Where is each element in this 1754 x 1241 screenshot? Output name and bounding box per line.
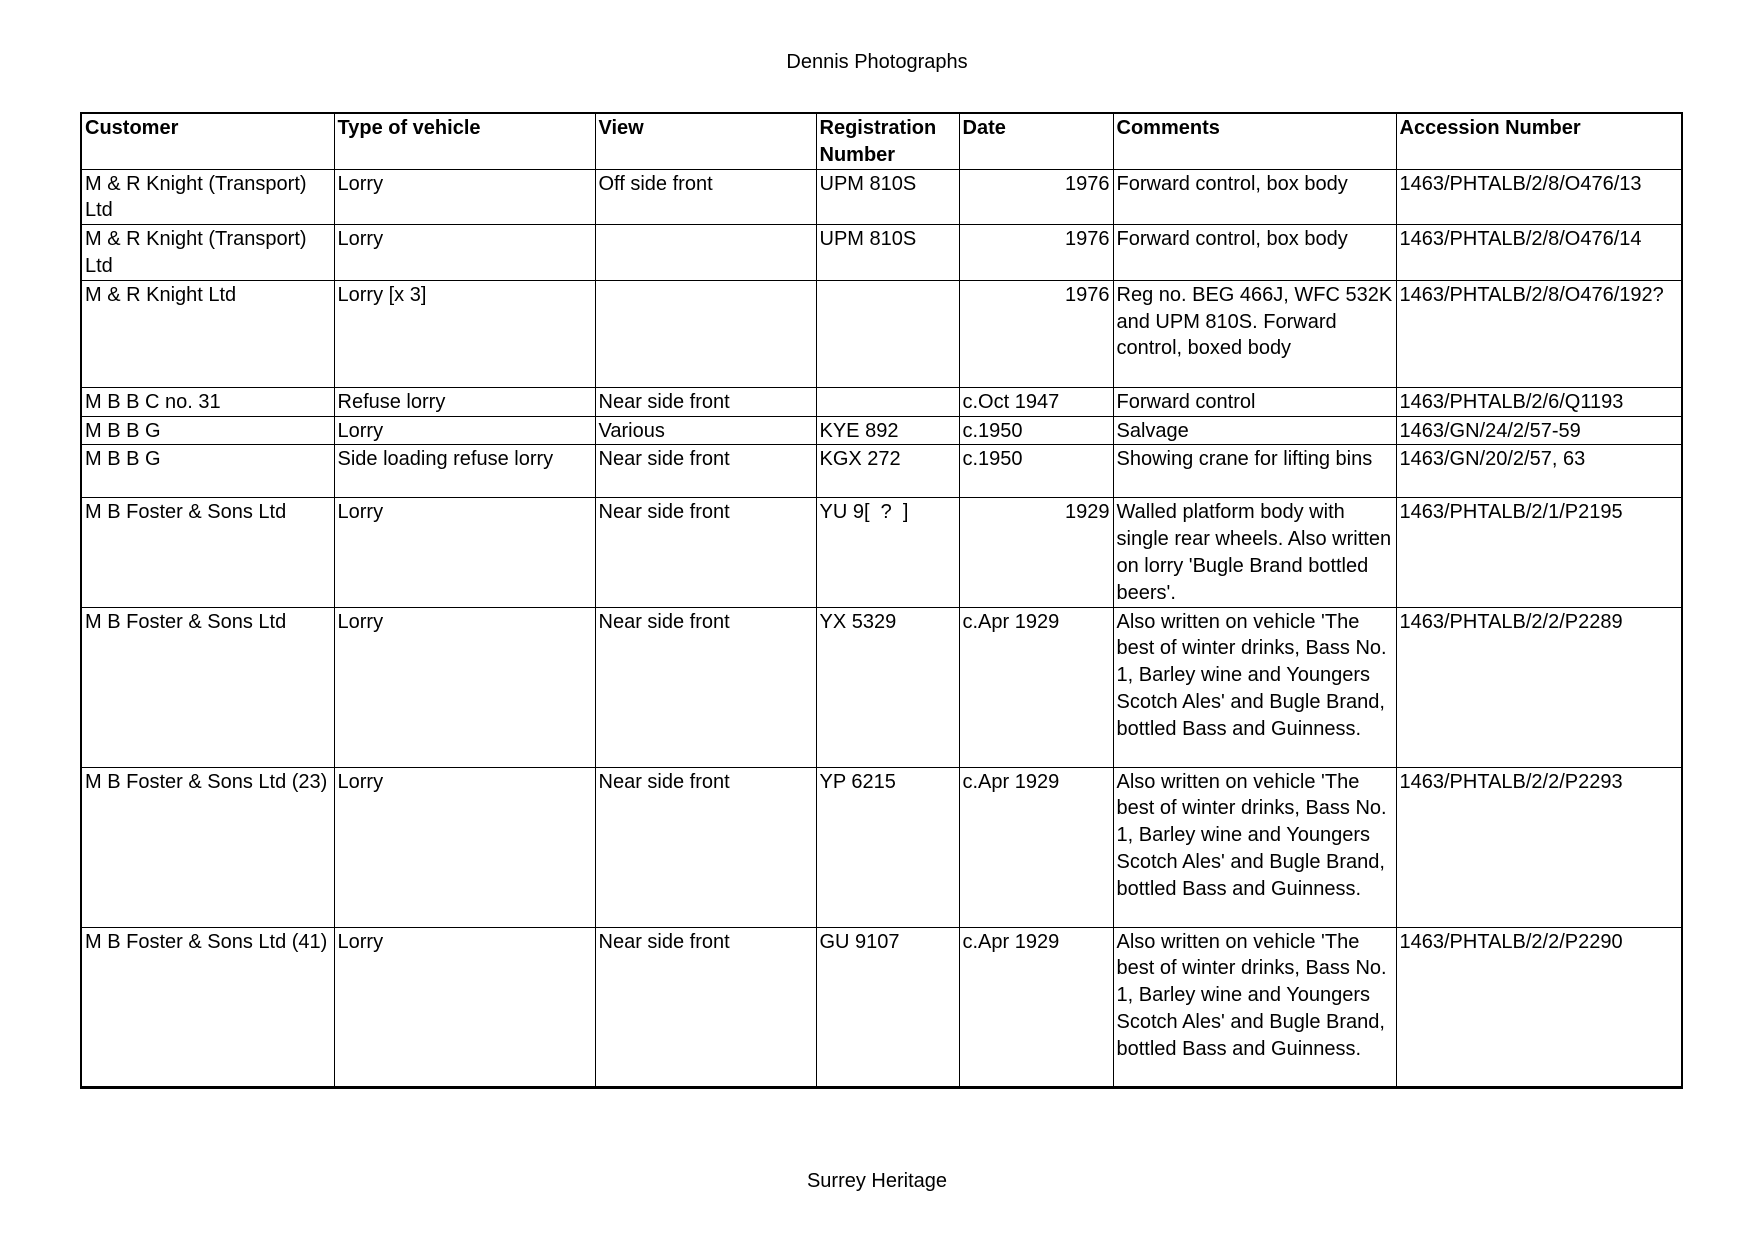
table-row [81, 280, 1682, 387]
cell-customer: M B Foster & Sons Ltd (41) [81, 927, 334, 1087]
cell-customer: M B Foster & Sons Ltd [81, 607, 334, 767]
cell-customer: M B B G [81, 445, 334, 498]
cell-registration: YX 5329 [816, 607, 959, 767]
cell-comments: Salvage [1113, 416, 1396, 445]
cell-type: Lorry [334, 498, 595, 607]
cell-accession: 1463/PHTALB/2/6/Q1193 [1396, 387, 1682, 416]
cell-type: Side loading refuse lorry [334, 445, 595, 498]
table-row [81, 607, 1682, 767]
cell-accession: 1463/PHTALB/2/8/O476/192? [1396, 280, 1682, 387]
cell-date: 1976 [959, 280, 1113, 387]
cell-accession: 1463/PHTALB/2/8/O476/13 [1396, 169, 1682, 225]
cell-view: Various [595, 416, 816, 445]
page-title: Dennis Photographs [786, 51, 968, 73]
table-row [81, 445, 1682, 498]
cell-type: Refuse lorry [334, 387, 595, 416]
cell-type: Lorry [334, 416, 595, 445]
cell-comments: Forward control, box body [1113, 225, 1396, 281]
table-row [81, 498, 1682, 607]
cell-type: Lorry [334, 927, 595, 1087]
column-header-accession-number: Accession Number [1396, 113, 1682, 169]
cell-date: c.Apr 1929 [959, 927, 1113, 1087]
cell-comments: Showing crane for lifting bins [1113, 445, 1396, 498]
cell-registration: YP 6215 [816, 767, 959, 927]
cell-type: Lorry [334, 607, 595, 767]
cell-type: Lorry [334, 225, 595, 281]
cell-customer: M & R Knight Ltd [81, 280, 334, 387]
table-row [81, 225, 1682, 281]
page-footer: Surrey Heritage [806, 1170, 948, 1192]
table-row [81, 169, 1682, 225]
cell-customer: M & R Knight (Transport) Ltd [81, 169, 334, 225]
column-header-type-of-vehicle: Type of vehicle [334, 113, 595, 169]
cell-comments: Also written on vehicle 'The best of winter drinks, Bass No. 1, Barley wine and Youngers Scotch Ales' and Bugle Brand, bottled Bass and Guinness. [1113, 767, 1396, 927]
cell-registration: KYE 892 [816, 416, 959, 445]
cell-customer: M B B C no. 31 [81, 387, 334, 416]
cell-view [595, 280, 816, 387]
cell-view: Near side front [595, 607, 816, 767]
cell-accession: 1463/PHTALB/2/8/O476/14 [1396, 225, 1682, 281]
column-header-view: View [595, 113, 816, 169]
cell-view: Near side front [595, 498, 816, 607]
cell-comments: Also written on vehicle 'The best of winter drinks, Bass No. 1, Barley wine and Youngers Scotch Ales' and Bugle Brand, bottled Bass and Guinness. [1113, 607, 1396, 767]
cell-registration: UPM 810S [816, 169, 959, 225]
cell-date: c.Apr 1929 [959, 607, 1113, 767]
cell-comments: Also written on vehicle 'The best of winter drinks, Bass No. 1, Barley wine and Youngers Scotch Ales' and Bugle Brand, bottled Bass and Guinness. [1113, 927, 1396, 1087]
column-header-customer: Customer [81, 113, 334, 169]
column-header-comments: Comments [1113, 113, 1396, 169]
cell-view [595, 225, 816, 281]
cell-registration: GU 9107 [816, 927, 959, 1087]
cell-comments: Forward control, box body [1113, 169, 1396, 225]
cell-accession: 1463/GN/20/2/57, 63 [1396, 445, 1682, 498]
cell-view: Near side front [595, 445, 816, 498]
column-header-date: Date [959, 113, 1113, 169]
cell-type: Lorry [334, 169, 595, 225]
records-table [80, 112, 1683, 1089]
table-row [81, 387, 1682, 416]
cell-date: 1976 [959, 225, 1113, 281]
cell-comments: Forward control [1113, 387, 1396, 416]
cell-type: Lorry [x 3] [334, 280, 595, 387]
cell-accession: 1463/GN/24/2/57-59 [1396, 416, 1682, 445]
cell-registration: KGX 272 [816, 445, 959, 498]
cell-view: Near side front [595, 767, 816, 927]
cell-date: c.1950 [959, 445, 1113, 498]
table-row [81, 927, 1682, 1087]
cell-accession: 1463/PHTALB/2/2/P2290 [1396, 927, 1682, 1087]
cell-comments: Walled platform body with single rear wheels. Also written on lorry 'Bugle Brand bottled beers'. [1113, 498, 1396, 607]
table-row [81, 416, 1682, 445]
cell-registration [816, 387, 959, 416]
column-header-registration-number: Registration Number [816, 113, 959, 169]
cell-view: Near side front [595, 927, 816, 1087]
cell-registration: YU 9[ ? ] [816, 498, 959, 607]
cell-view: Off side front [595, 169, 816, 225]
cell-date: c.Oct 1947 [959, 387, 1113, 416]
cell-date: c.1950 [959, 416, 1113, 445]
cell-comments: Reg no. BEG 466J, WFC 532K and UPM 810S. Forward control, boxed body [1113, 280, 1396, 387]
cell-registration: UPM 810S [816, 225, 959, 281]
cell-customer: M B B G [81, 416, 334, 445]
cell-customer: M B Foster & Sons Ltd [81, 498, 334, 607]
cell-date: 1929 [959, 498, 1113, 607]
cell-type: Lorry [334, 767, 595, 927]
cell-date: c.Apr 1929 [959, 767, 1113, 927]
cell-customer: M & R Knight (Transport) Ltd [81, 225, 334, 281]
cell-accession: 1463/PHTALB/2/1/P2195 [1396, 498, 1682, 607]
cell-view: Near side front [595, 387, 816, 416]
table-header-row [81, 113, 1682, 169]
cell-date: 1976 [959, 169, 1113, 225]
cell-accession: 1463/PHTALB/2/2/P2289 [1396, 607, 1682, 767]
cell-registration [816, 280, 959, 387]
table-row [81, 767, 1682, 927]
cell-accession: 1463/PHTALB/2/2/P2293 [1396, 767, 1682, 927]
cell-customer: M B Foster & Sons Ltd (23) [81, 767, 334, 927]
